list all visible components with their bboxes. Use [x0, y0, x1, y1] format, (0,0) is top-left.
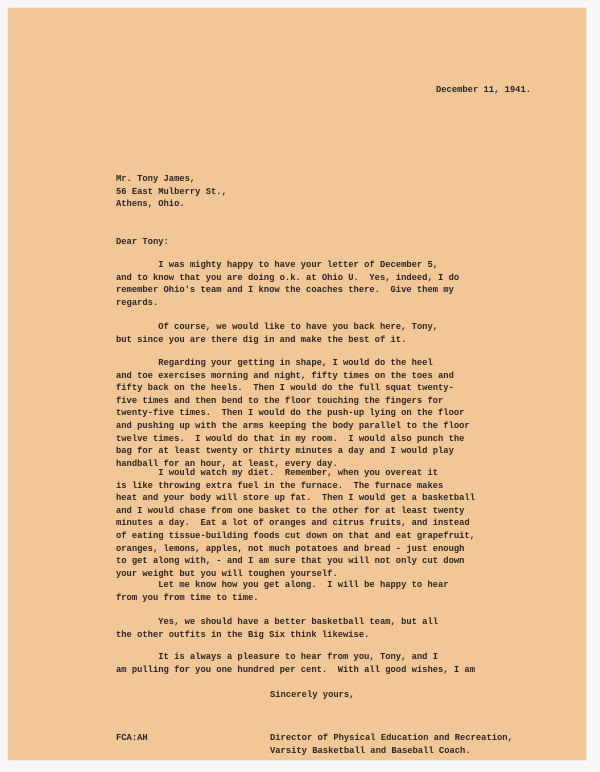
- body-line: Yes, we should have a better basketball team, but all: [116, 617, 439, 627]
- body-line: remember Ohio's team and I know the coaches there. Give them my: [116, 285, 454, 296]
- body-line: I would watch my diet. Remember, when you overeat it: [116, 468, 439, 478]
- body-line: Of course, we would like to have you back here, Tony,: [116, 322, 439, 332]
- body-line: twelve times. I would do that in my room. I would also punch the: [116, 433, 465, 444]
- letter-date: December 11, 1941.: [436, 85, 532, 95]
- body-line: fifty back on the heels. Then I would do the full squat twenty-: [116, 383, 454, 394]
- signature-title: [270, 732, 513, 757]
- body-line: bag for at least twenty or thirty minutes a day and I would play: [116, 446, 454, 457]
- body-line: handball for an hour, at least, every day.: [116, 458, 338, 469]
- recipient-name: Mr. Tony James,: [116, 174, 196, 184]
- typist-initials: FCA:AH: [116, 733, 148, 743]
- closing: Sincerely yours,: [270, 690, 355, 700]
- body-line: heat and your body will store up fat. Then I would get a basketball: [116, 493, 475, 504]
- letter-page: [8, 8, 586, 760]
- body-line: five times and then bend to the floor touching the fingers for: [116, 395, 444, 406]
- body-line: is like throwing extra fuel in the furnace. The furnace makes: [116, 480, 444, 491]
- body-line: of eating tissue-building foods cut down on that and eat grapefruit,: [116, 530, 475, 541]
- body-line: It is always a pleasure to hear from you, Tony, and I: [116, 652, 439, 662]
- body-paragraph-6: [116, 616, 438, 641]
- body-line: regards.: [116, 297, 159, 308]
- body-line: Regarding your getting in shape, I would do the heel: [116, 358, 433, 368]
- body-line: Let me know how you get along. I will be happy to hear: [116, 580, 449, 590]
- body-paragraph-7: [116, 651, 475, 676]
- recipient-city: Athens, Ohio.: [116, 199, 185, 210]
- recipient-street: 56 East Mulberry St.,: [116, 186, 227, 197]
- body-line: minutes a day. Eat a lot of oranges and citrus fruits, and instead: [116, 518, 470, 529]
- body-paragraph-2: [116, 321, 438, 346]
- body-line: twenty-five times. Then I would do the push-up lying on the floor: [116, 408, 465, 419]
- body-paragraph-1: [116, 259, 459, 309]
- body-line: the other outfits in the Big Six think likewise.: [116, 629, 370, 640]
- body-line: and toe exercises morning and night, fifty times on the toes and: [116, 370, 454, 381]
- body-line: and I would chase from one basket to the other for at least twenty: [116, 505, 465, 516]
- body-paragraph-4: [116, 467, 475, 580]
- body-line: to get along with, - and I am sure that you will not only cut down: [116, 556, 465, 567]
- body-line: your weight but you will toughen yourself.: [116, 568, 338, 579]
- signature-title-line: Director of Physical Education and Recreation,: [270, 733, 513, 743]
- body-line: I was mighty happy to have your letter of December 5,: [116, 260, 439, 270]
- body-line: am pulling for you one hundred per cent. With all good wishes, I am: [116, 664, 475, 675]
- salutation: Dear Tony:: [116, 237, 169, 247]
- body-line: and to know that you are doing o.k. at Ohio U. Yes, indeed, I do: [116, 272, 460, 283]
- body-line: oranges, lemons, apples, not much potatoes and bread - just enough: [116, 543, 465, 554]
- signature-title-line: Varsity Basketball and Baseball Coach.: [270, 745, 471, 756]
- body-paragraph-5: [116, 579, 449, 604]
- body-line: and pushing up with the arms keeping the body parallel to the floor: [116, 420, 470, 431]
- body-line: but since you are there dig in and make the best of it.: [116, 334, 407, 345]
- body-line: from you from time to time.: [116, 592, 259, 603]
- body-paragraph-3: [116, 357, 470, 470]
- recipient-address: [116, 173, 227, 211]
